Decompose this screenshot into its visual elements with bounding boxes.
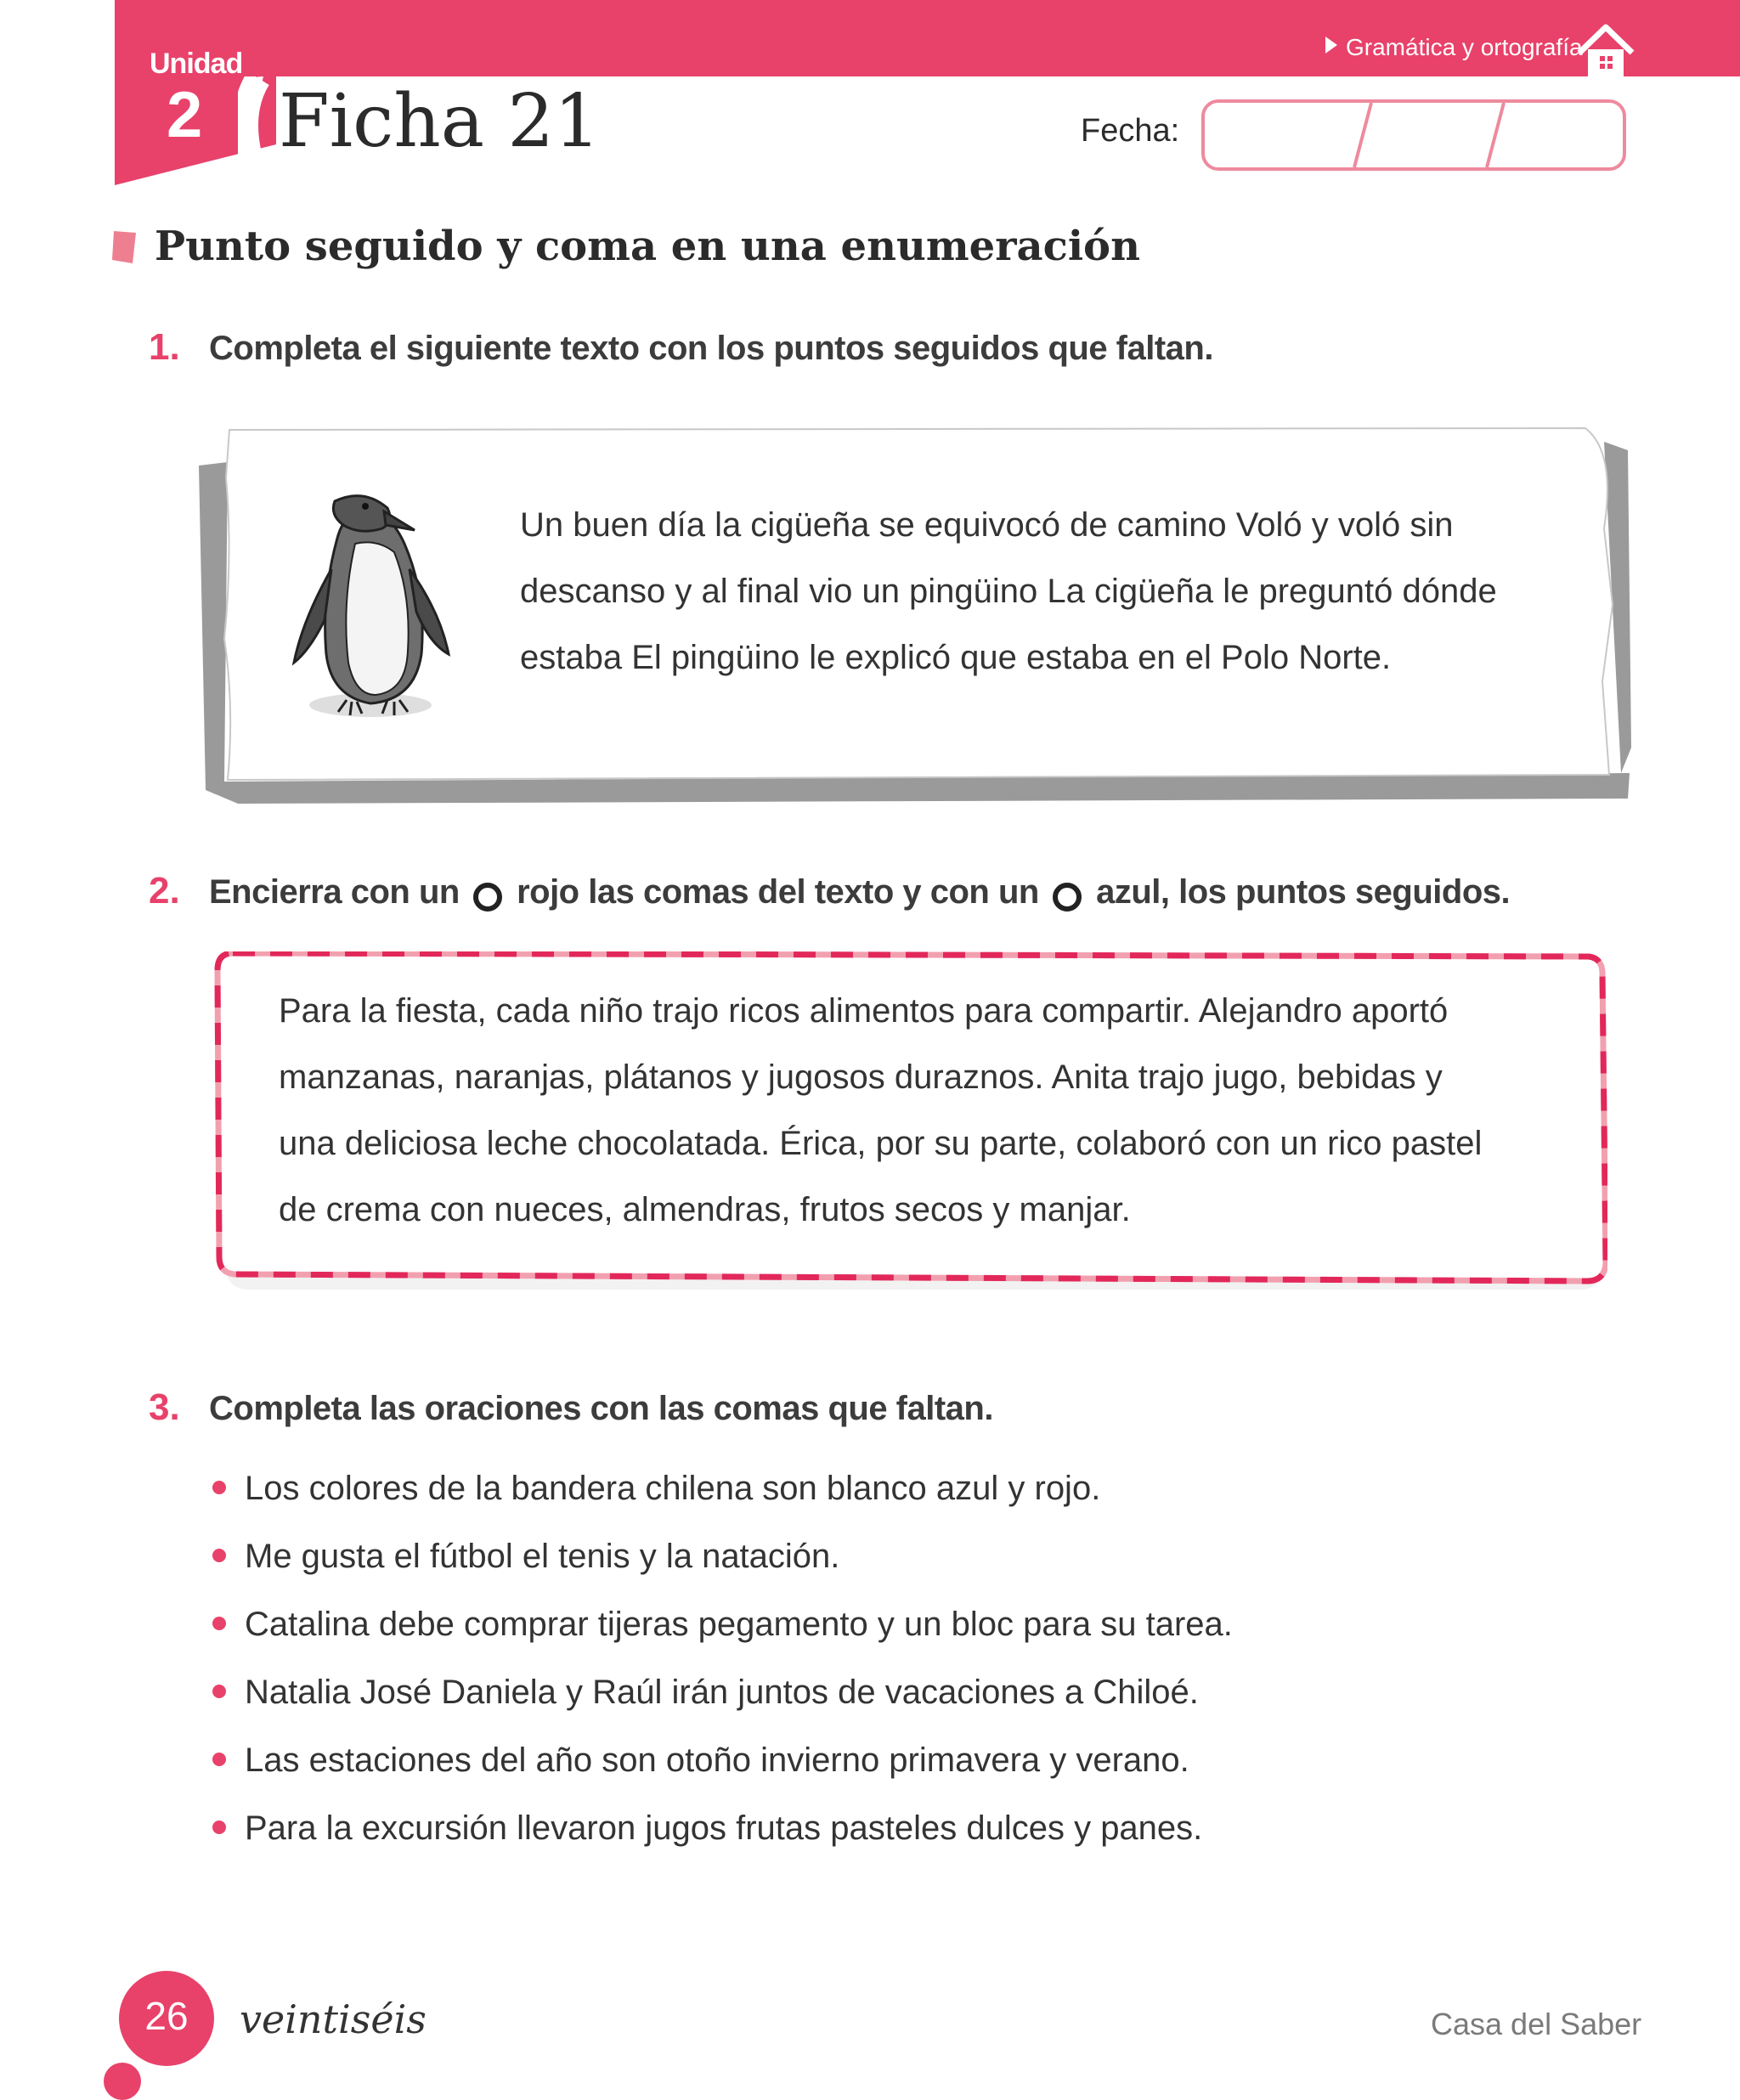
decorative-dot: [104, 2063, 141, 2100]
exercise-2-instruction: [209, 873, 1510, 912]
list-item: [212, 1742, 1189, 1780]
exercise-1-number: 1.: [149, 326, 180, 368]
bullet-icon: [212, 1685, 226, 1698]
circle-icon: [473, 883, 502, 912]
paragraph-line: una deliciosa leche chocolatada. Érica, por su parte, colaboró con un rico pastel: [279, 1125, 1483, 1162]
date-label: Fecha:: [1081, 113, 1180, 149]
story-line: Un buen día la cigüeña se equivocó de camino Voló y voló sin: [520, 506, 1454, 544]
story-line: estaba El pingüino le explicó que estaba en el Polo Norte.: [520, 639, 1392, 676]
lesson-title: Punto seguido y coma en una enumeración: [155, 223, 1140, 270]
exercise-2-number: 2.: [149, 870, 180, 912]
bullet-icon: [212, 1821, 226, 1834]
instruction-part: Encierra con un: [209, 873, 460, 911]
sentence-text: Los colores de la bandera chilena son blanco azul y rojo.: [245, 1470, 1101, 1507]
sentence-text: Catalina debe comprar tijeras pegamento y un bloc para su tarea.: [245, 1606, 1233, 1643]
unit-number: 2: [167, 79, 203, 151]
paragraph-line: manzanas, naranjas, plátanos y jugosos duraznos. Anita trajo jugo, bebidas y: [279, 1058, 1443, 1096]
sentence-text: Para la excursión llevaron jugos frutas pasteles dulces y panes.: [245, 1809, 1203, 1847]
page-title: Ficha 21: [279, 79, 601, 164]
bullet-icon: [212, 1753, 226, 1766]
penguin-illustration: [270, 484, 474, 731]
play-arrow-icon: [1325, 37, 1337, 54]
sentence-text: Natalia José Daniela y Raúl irán juntos de vacaciones a Chiloé.: [245, 1674, 1199, 1711]
title-marker: [112, 229, 136, 265]
bullet-icon: [212, 1481, 226, 1494]
sentence-text: Las estaciones del año son otoño invierno primavera y verano.: [245, 1742, 1189, 1779]
bullet-icon: [212, 1549, 226, 1562]
paragraph-line: Para la fiesta, cada niño trajo ricos alimentos para compartir. Alejandro aportó: [279, 992, 1449, 1030]
home-icon[interactable]: [1576, 20, 1635, 80]
section-label: Gramática y ortografía: [1346, 34, 1583, 60]
instruction-part: azul, los puntos seguidos.: [1096, 873, 1511, 911]
unit-label: Unidad: [150, 48, 243, 80]
list-item: [212, 1809, 1202, 1848]
exercise-1-instruction: Completa el siguiente texto con los puntos seguidos que faltan.: [209, 330, 1213, 367]
page-number-words: veintiséis: [240, 1996, 427, 2042]
exercise-3-number: 3.: [149, 1386, 180, 1428]
page-number: 26: [144, 1994, 189, 2038]
list-item: [212, 1674, 1199, 1712]
bullet-icon: [212, 1617, 226, 1630]
circle-icon: [1053, 883, 1082, 912]
list-item: [212, 1538, 839, 1576]
story-line: descanso y al final vio un pingüino La cigüeña le preguntó dónde: [520, 573, 1497, 610]
instruction-part: rojo las comas del texto y con un: [517, 873, 1039, 911]
list-item: [212, 1470, 1100, 1508]
exercise-3-instruction: Completa las oraciones con las comas que faltan.: [209, 1390, 993, 1427]
list-item: [212, 1606, 1233, 1644]
paragraph-line: de crema con nueces, almendras, frutos secos y manjar.: [279, 1191, 1131, 1228]
sentence-text: Me gusta el fútbol el tenis y la natación.: [245, 1538, 840, 1575]
publisher-name: Casa del Saber: [1431, 2007, 1642, 2041]
section-link[interactable]: [1325, 34, 1583, 61]
date-field[interactable]: [1201, 99, 1626, 171]
